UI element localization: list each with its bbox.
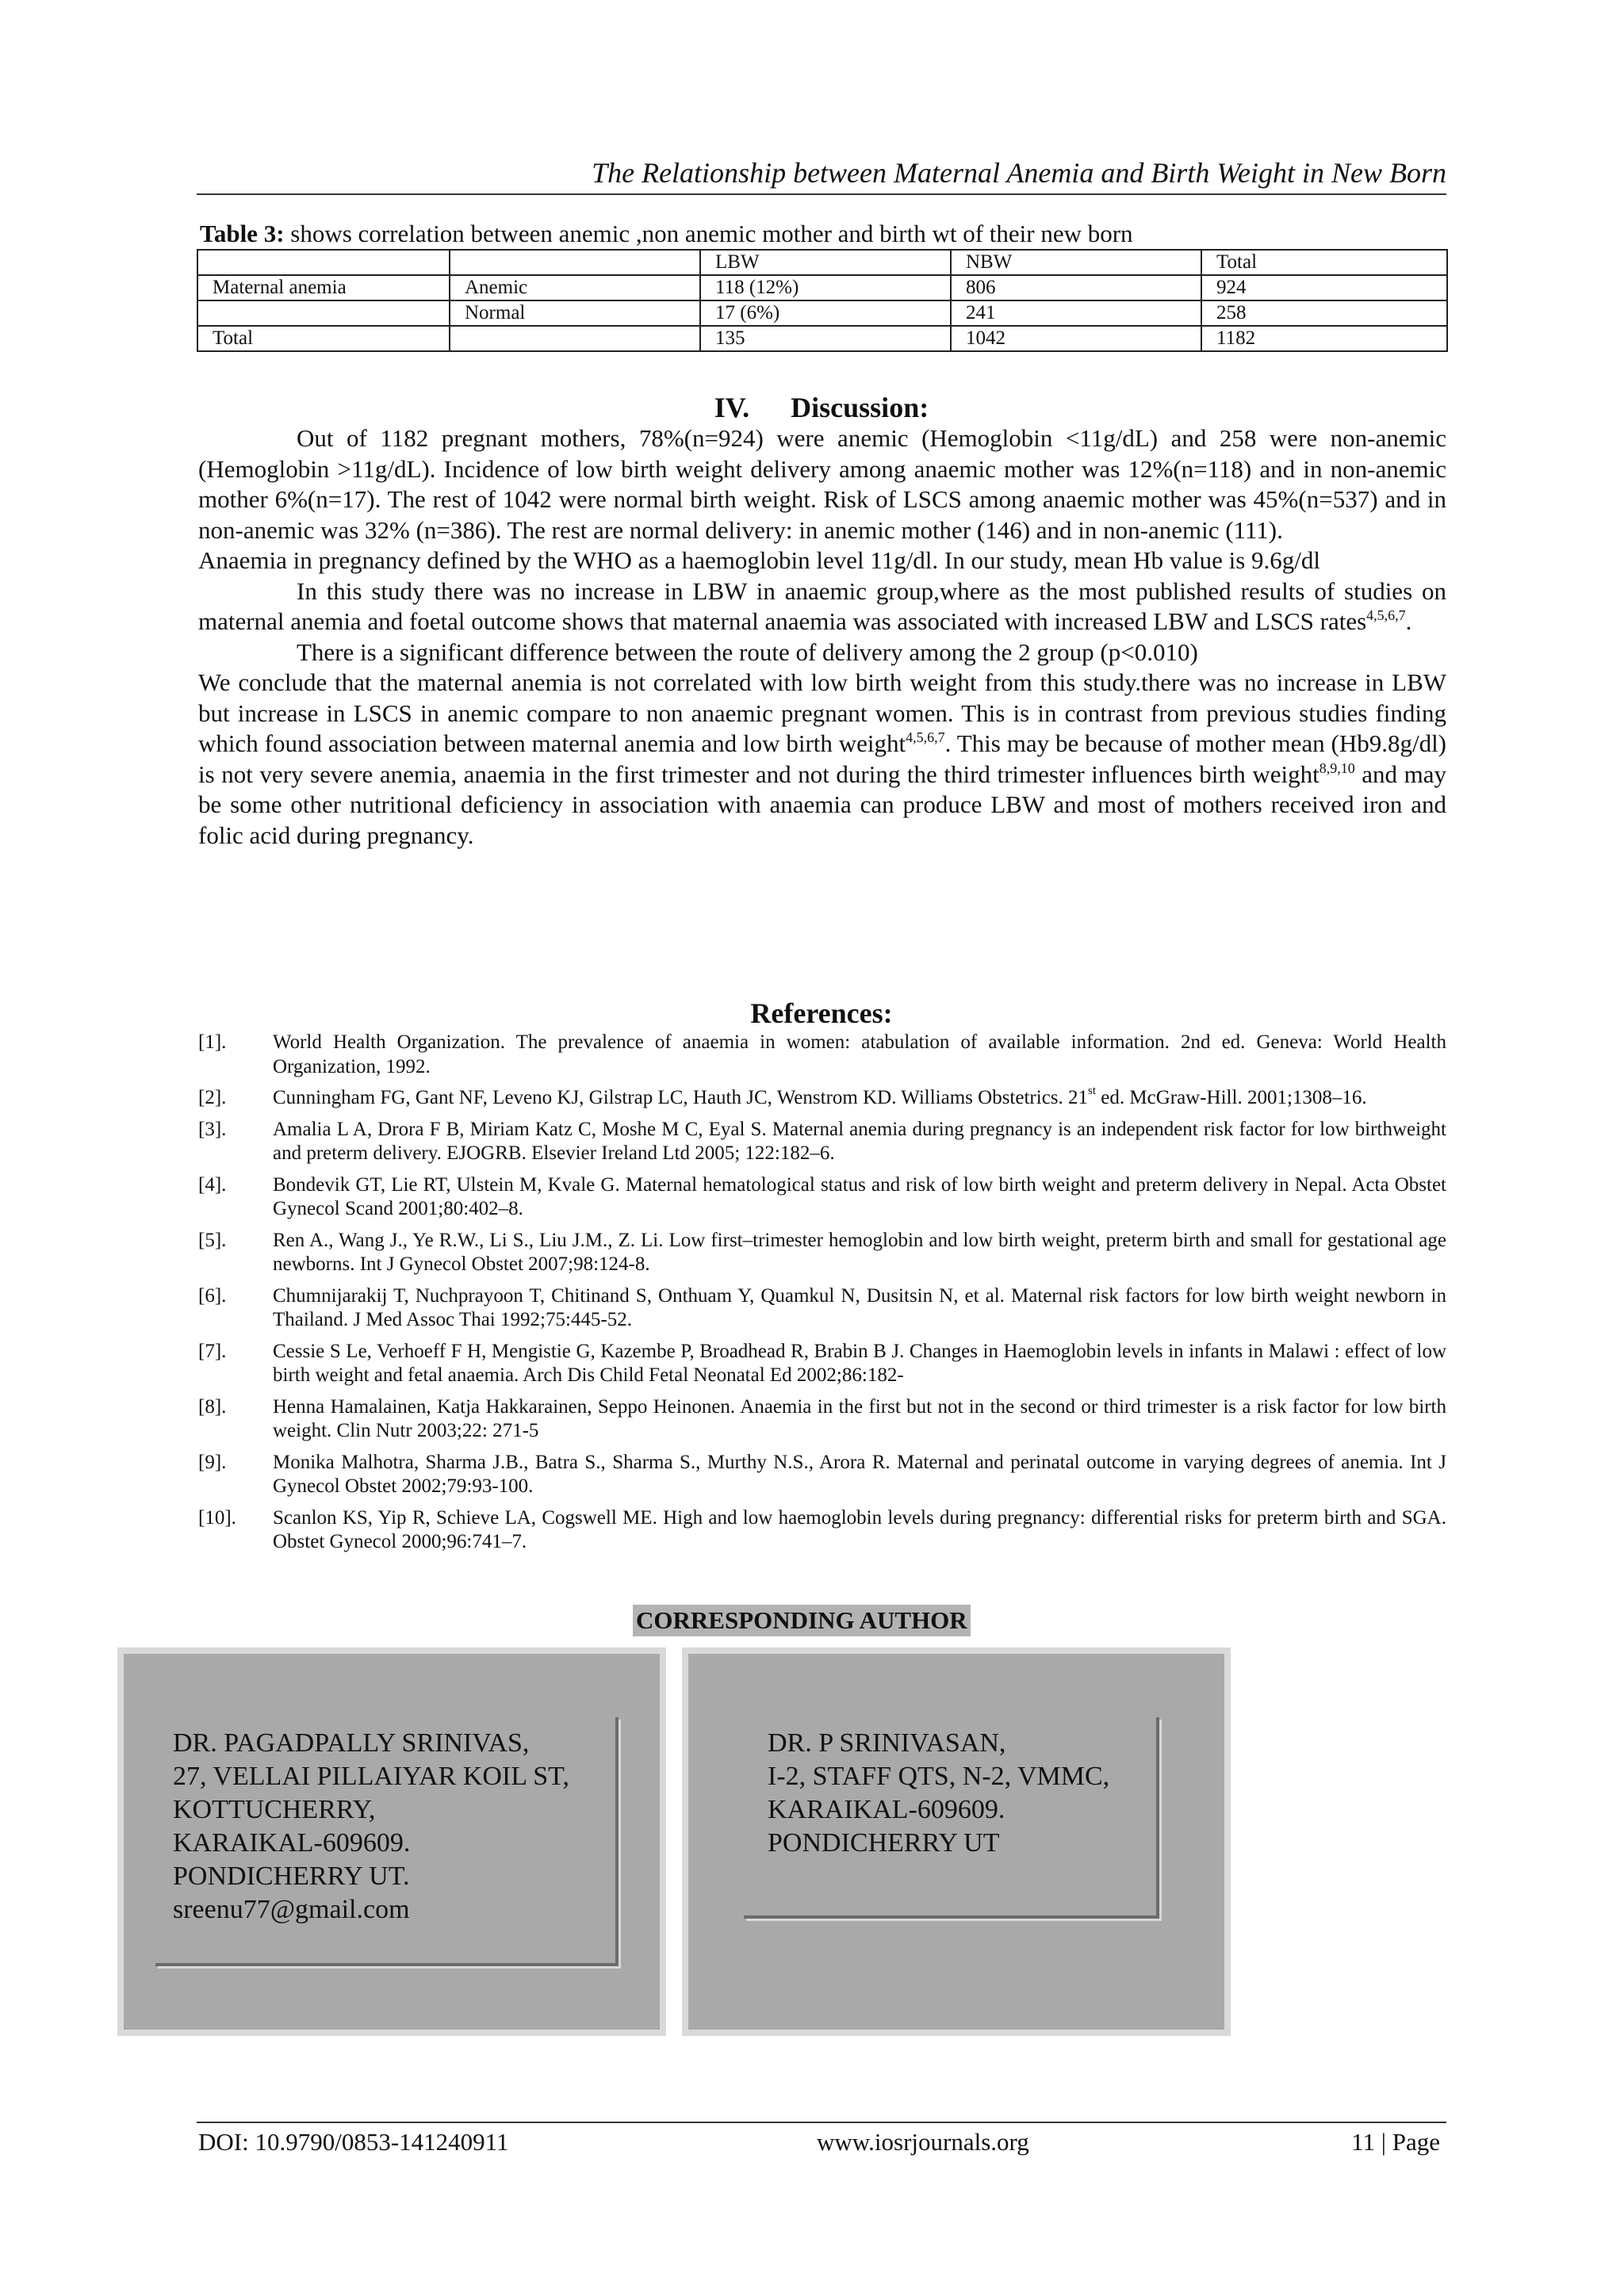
reference-item	[198, 1173, 1446, 1222]
reference-item	[198, 1451, 1446, 1499]
table-caption	[200, 219, 1133, 249]
table-row	[197, 326, 1447, 351]
references-heading: References:	[750, 997, 893, 1029]
table-cell	[197, 300, 450, 326]
paragraph-text: . This may be because of mother mean (Hb9.8g/dl) is not very severe anemia, anaemia in the first trimester and not during the third trimester influences birth weight	[198, 729, 1447, 788]
reference-item	[198, 1229, 1446, 1277]
footer-page-number: 11 | Page	[1351, 2128, 1440, 2156]
table-cell: Normal	[450, 300, 700, 326]
reference-text: Scanlon KS, Yip R, Schieve LA, Cogswell ME. High and low haemoglobin levels during pregnancy: differential risks for preterm birth and SGA. Obstet Gynecol 2000;96:741–7.	[273, 1506, 1446, 1552]
reference-number: [7].	[198, 1340, 227, 1362]
footer-doi: DOI: 10.9790/0853-141240911	[198, 2128, 509, 2156]
address-line: DR. P SRINIVASAN,	[768, 1728, 1006, 1758]
reference-number: [6].	[198, 1284, 227, 1307]
reference-item	[198, 1340, 1446, 1388]
table-cell: 1042	[951, 326, 1201, 351]
table-cell: 241	[951, 300, 1201, 326]
paragraph: Anaemia in pregnancy defined by the WHO as a haemoglobin level 11g/dl. In our study, mean Hb value is 9.6g/dl	[198, 546, 1321, 574]
reference-text-part: Cunningham FG, Gant NF, Leveno KJ, Gilstrap LC, Hauth JC, Wenstrom KD. Williams Obstetrics. 21	[273, 1087, 1089, 1108]
address-text	[768, 1727, 1109, 1860]
table-cell	[450, 326, 700, 351]
address-line: KOTTUCHERRY,	[173, 1795, 376, 1824]
address-line: 27, VELLAI PILLAIYAR KOIL ST,	[173, 1762, 569, 1791]
paragraph: Out of 1182 pregnant mothers, 78%(n=924) were anemic (Hemoglobin <11g/dL) and 258 were non-anemic (Hemoglobin >11g/dL). Incidence of low birth weight delivery among anaemic mother was 12%(n=118) and in non-anemic mother 6%(n=17). The rest of 1042 were normal birth weight. Risk of LSCS among anaemic mother was 45%(n=537) and in non-anemic was 32% (n=386). The rest are normal delivery: in anemic mother (146) and in non-anemic (111).	[198, 424, 1446, 544]
paragraph: There is a significant difference between the route of delivery among the 2 group (p<0.010)	[297, 637, 1198, 666]
reference-item	[198, 1118, 1446, 1166]
table-header-cell: LBW	[700, 250, 951, 275]
reference-number: [3].	[198, 1118, 227, 1140]
table-cell: 806	[951, 275, 1201, 300]
reference-text-part: ed. McGraw-Hill. 2001;1308–16.	[1096, 1087, 1367, 1108]
table-row	[197, 300, 1447, 326]
reference-number: [10].	[198, 1506, 236, 1529]
citation-superscript: 8,9,10	[1319, 760, 1355, 776]
reference-number: [2].	[198, 1087, 227, 1108]
author-address-box-right	[682, 1647, 1231, 2036]
citation-superscript: 4,5,6,7	[1366, 607, 1406, 623]
reference-item	[198, 1086, 1446, 1111]
table-cell: 258	[1201, 300, 1447, 326]
citation-superscript: 4,5,6,7	[906, 729, 945, 745]
reference-number: [9].	[198, 1451, 227, 1473]
reference-text: Monika Malhotra, Sharma J.B., Batra S., Sharma S., Murthy N.S., Arora R. Maternal and perinatal outcome in varying degrees of anemia. Int J Gynecol Obstet 2002;79:93-100.	[273, 1451, 1446, 1497]
reference-text: World Health Organization. The prevalence of anaemia in women: atabulation of available information. 2nd ed. Geneva: World Health Organization, 1992.	[273, 1031, 1446, 1077]
reference-item	[198, 1395, 1446, 1444]
author-address-box-left	[117, 1647, 666, 2036]
reference-text	[273, 1086, 1446, 1111]
address-line: KARAIKAL-609609.	[173, 1828, 411, 1858]
corresponding-author-heading: CORRESPONDING AUTHOR	[633, 1605, 971, 1636]
reference-text: Ren A., Wang J., Ye R.W., Li S., Liu J.M., Z. Li. Low first–trimester hemoglobin and low birth weight, preterm birth and small for gestational age newborns. Int J Gynecol Obstet 2007;98:124-8.	[273, 1229, 1446, 1275]
footer-website: www.iosrjournals.org	[817, 2128, 1029, 2156]
table-header-cell	[197, 250, 450, 275]
paragraph	[198, 576, 1446, 637]
reference-text: Amalia L A, Drora F B, Miriam Katz C, Moshe M C, Eyal S. Maternal anemia during pregnancy is an independent risk factor for low birthweight and preterm delivery. EJOGRB. Elsevier Ireland Ltd 2005; 122:182–6.	[273, 1118, 1446, 1164]
reference-text: Cessie S Le, Verhoeff F H, Mengistie G, Kazembe P, Broadhead R, Brabin B J. Changes in Haemoglobin levels in infants in Malawi : effect of low birth weight and fetal anaemia. Arch Dis Child Fetal Neonatal Ed 2002;86:182-	[273, 1340, 1446, 1386]
reference-item	[198, 1031, 1446, 1079]
discussion-heading	[197, 390, 1446, 425]
table-cell: Anemic	[450, 275, 700, 300]
reference-number: [8].	[198, 1395, 227, 1418]
table-cell: 17 (6%)	[700, 300, 951, 326]
reference-superscript: st	[1088, 1085, 1097, 1097]
paragraph-text: We conclude that the maternal anemia is not correlated with low birth weight from this study.there was no increase in LBW but increase in LSCS in anemic compare to non anaemic pregnant women. This is in contrast from previous studies finding which found association between maternal anemia and low birth weight	[198, 668, 1446, 757]
section-number: IV.	[714, 392, 750, 423]
address-line: DR. PAGADPALLY SRINIVAS,	[173, 1728, 530, 1758]
author-email: sreenu77@gmail.com	[173, 1895, 410, 1924]
table-cell: Maternal anemia	[197, 275, 450, 300]
address-line: KARAIKAL-609609.	[768, 1795, 1005, 1824]
table-header-cell: Total	[1201, 250, 1447, 275]
paragraph-text: .	[1405, 607, 1412, 635]
table-cell: 924	[1201, 275, 1447, 300]
table-cell: 135	[700, 326, 951, 351]
correlation-table	[197, 249, 1448, 352]
footer-rule	[197, 2122, 1446, 2123]
reference-number: [5].	[198, 1229, 227, 1251]
address-line: PONDICHERRY UT.	[173, 1862, 410, 1891]
discussion-body	[198, 423, 1446, 851]
table-cell: 118 (12%)	[700, 275, 951, 300]
table-cell: Total	[197, 326, 450, 351]
paragraph-text: and may be some other nutritional deficiency in association with anaemia can produce LBW and most of mothers received iron and folic acid during pregnancy.	[198, 760, 1446, 849]
reference-text: Henna Hamalainen, Katja Hakkarainen, Seppo Heinonen. Anaemia in the first but not in the second or third trimester is a risk factor for low birth weight. Clin Nutr 2003;22: 271-5	[273, 1395, 1446, 1441]
address-line: I-2, STAFF QTS, N-2, VMMC,	[768, 1762, 1110, 1791]
references-list	[198, 1031, 1446, 1562]
paragraph	[198, 668, 1446, 851]
running-header-title: The Relationship between Maternal Anemia and Birth Weight in New Born	[592, 157, 1446, 189]
table-header-cell	[450, 250, 700, 275]
paragraph-text: In this study there was no increase in LBW in anaemic group,where as the most published results of studies on maternal anemia and foetal outcome shows that maternal anaemia was associated with increased LBW and LSCS rates	[198, 576, 1446, 635]
reference-item	[198, 1506, 1446, 1555]
reference-text: Chumnijarakij T, Nuchprayoon T, Chitinand S, Onthuam Y, Quamkul N, Dusitsin N, et al. Maternal risk factors for low birth weight newborn in Thailand. J Med Assoc Thai 1992;75:445-52.	[273, 1284, 1446, 1330]
table-header-row	[197, 250, 1447, 275]
section-title: Discussion:	[791, 392, 929, 423]
table-caption-label: Table 3:	[200, 220, 285, 247]
reference-item	[198, 1284, 1446, 1333]
reference-text: Bondevik GT, Lie RT, Ulstein M, Kvale G. Maternal hematological status and risk of low birth weight and preterm delivery in Nepal. Acta Obstet Gynecol Scand 2001;80:402–8.	[273, 1173, 1446, 1219]
table-cell: 1182	[1201, 326, 1447, 351]
table-caption-text: shows correlation between anemic ,non anemic mother and birth wt of their new born	[290, 220, 1133, 247]
table-row	[197, 275, 1447, 300]
table-header-cell: NBW	[951, 250, 1201, 275]
header-rule	[197, 193, 1446, 195]
reference-number: [1].	[198, 1031, 227, 1053]
address-text	[173, 1727, 569, 1927]
reference-number: [4].	[198, 1173, 227, 1196]
address-line: PONDICHERRY UT	[768, 1828, 1000, 1858]
